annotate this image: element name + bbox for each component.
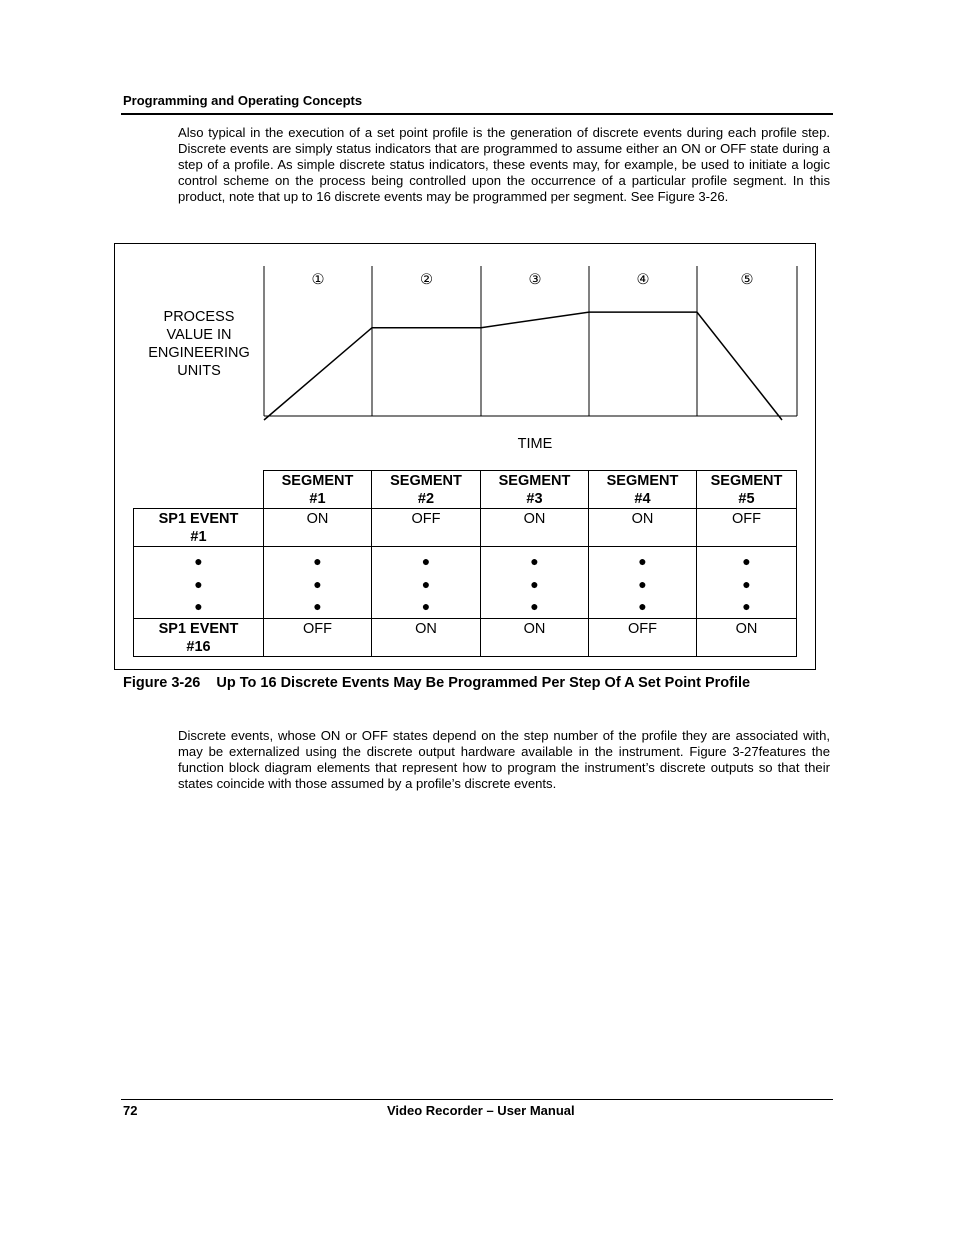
y-axis-label-line: VALUE IN: [166, 327, 232, 343]
event-cell: ON: [697, 618, 797, 656]
events-table: [133, 470, 797, 657]
y-axis-label-line: PROCESS: [163, 309, 235, 325]
event-cell: OFF: [372, 509, 481, 547]
table-header-row: [134, 471, 797, 509]
y-axis-label-line: ENGINEERING: [148, 345, 250, 361]
ellipsis-dots: ● ● ●: [372, 547, 481, 619]
header-rule: [121, 113, 833, 115]
segment-header: SEGMENT #2: [372, 471, 481, 509]
ellipsis-dots: ● ● ●: [264, 547, 372, 619]
event-cell: OFF: [589, 618, 697, 656]
event-cell: ON: [481, 618, 589, 656]
segment-header: SEGMENT #5: [697, 471, 797, 509]
ellipsis-dots: ● ● ●: [134, 547, 264, 619]
table-corner: [134, 471, 264, 509]
manual-title: Video Recorder – User Manual: [387, 1103, 575, 1118]
segment-marker: ①: [311, 272, 325, 288]
profile-line: [264, 312, 782, 420]
table-row-ellipsis: [134, 547, 797, 619]
segment-marker: ⑤: [740, 272, 754, 288]
ellipsis-dots: ● ● ●: [481, 547, 589, 619]
segment-header: SEGMENT #1: [264, 471, 372, 509]
segment-grid: [264, 266, 797, 416]
figure-caption-text: Up To 16 Discrete Events May Be Programmed Per Step Of A Set Point Profile: [216, 675, 751, 691]
segment-marker: ②: [420, 272, 433, 288]
segment-header: SEGMENT #3: [481, 471, 589, 509]
table-row: [134, 618, 797, 656]
segment-marker: ③: [528, 272, 542, 288]
ellipsis-dots: ● ● ●: [589, 547, 697, 619]
intro-paragraph: Also typical in the execution of a set point profile is the generation of discrete events during each profile step. Discrete events are simply status indicators that are programmed to assume either an ON or OFF state during a step of a profile. As simple discrete status indicators, these events may, for example, be used to initiate a logic control scheme on the process being controlled upon the occurrence of a particular profile segment. In this product, note that up to 16 discrete events may be programmed per segment. See Figure 3-26.: [178, 125, 830, 205]
event-cell: ON: [481, 509, 589, 547]
y-axis-label: [148, 309, 250, 379]
x-axis-label: TIME: [517, 436, 553, 452]
table-row: [134, 509, 797, 547]
row-label: SP1 EVENT #1: [134, 509, 264, 547]
y-axis-label-line: UNITS: [177, 363, 221, 379]
section-title: Programming and Operating Concepts: [123, 93, 363, 108]
body-paragraph: Discrete events, whose ON or OFF states depend on the step number of the profile they are associated with, may be externalized using the discrete output hardware available in the instrument. Figure 3-27features the function block diagram elements that represent how to program the instrument’s discrete outputs so that their states coincide with those assumed by a profile’s discrete events.: [178, 728, 830, 792]
page-number: 72: [123, 1103, 138, 1118]
event-cell: ON: [372, 618, 481, 656]
figure-caption: [123, 675, 750, 691]
segment-markers: [312, 272, 754, 288]
segment-marker: ④: [636, 272, 650, 288]
footer-rule: [121, 1099, 833, 1100]
event-cell: OFF: [264, 618, 372, 656]
event-cell: OFF: [697, 509, 797, 547]
row-label: SP1 EVENT #16: [134, 618, 264, 656]
ellipsis-dots: ● ● ●: [697, 547, 797, 619]
event-cell: ON: [264, 509, 372, 547]
event-cell: ON: [589, 509, 697, 547]
segment-header: SEGMENT #4: [589, 471, 697, 509]
figure-number: Figure 3-26: [123, 675, 201, 691]
